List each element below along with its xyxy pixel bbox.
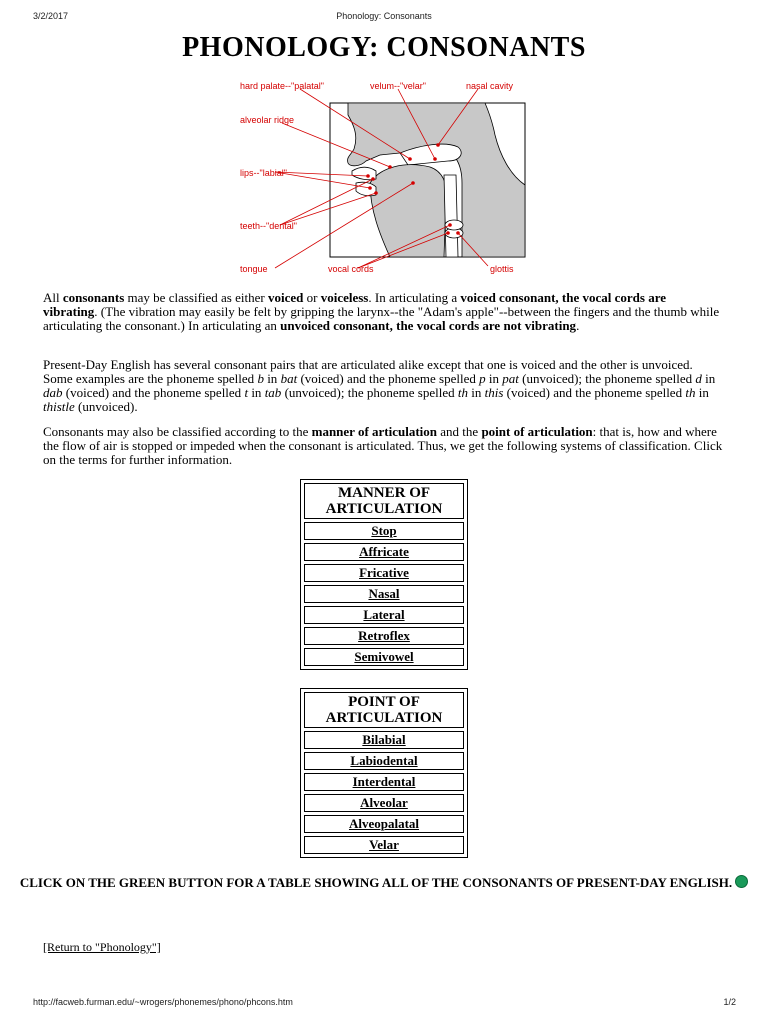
link-retroflex[interactable]: Retroflex	[358, 628, 410, 643]
link-interdental[interactable]: Interdental	[352, 774, 416, 789]
vocal-tract-diagram	[230, 75, 530, 280]
print-url: http://facweb.furman.edu/~wrogers/phonemes/phono/phcons.htm	[33, 997, 293, 1007]
label-hard-palate: hard palate--"palatal"	[240, 81, 324, 91]
label-glottis: glottis	[490, 264, 514, 274]
green-button-instruction: CLICK ON THE GREEN BUTTON FOR A TABLE SHOWING ALL OF THE CONSONANTS OF PRESENT-DAY ENGLISH.	[0, 875, 768, 890]
point-table-heading: POINT OF ARTICULATION	[304, 692, 464, 728]
label-velum: velum--"velar"	[370, 81, 426, 91]
link-semivowel[interactable]: Semivowel	[354, 649, 414, 664]
link-affricate[interactable]: Affricate	[359, 544, 409, 559]
point-of-articulation-table	[300, 688, 468, 858]
pharynx-shape	[444, 175, 458, 257]
link-stop[interactable]: Stop	[371, 523, 397, 538]
paragraph-voicing: All consonants may be classified as either voiced or voiceless. In articulating a voiced consonant, the vocal cords are vibrating. (The vibration may easily be felt by gripping the larynx--the "Adam's apple"--between the fingers and the thumb while articulating the consonant.) In articulating an unvoiced consonant, the vocal cords are not vibrating.	[43, 290, 720, 333]
link-lateral[interactable]: Lateral	[363, 607, 405, 622]
label-tongue: tongue	[240, 264, 268, 274]
label-teeth: teeth--"dental"	[240, 221, 297, 231]
print-date: 3/2/2017	[33, 11, 69, 21]
glottis-shape	[445, 220, 463, 230]
paragraph-consonant-pairs: Present-Day English has several consonant pairs that are articulated alike except that one is voiced and the other is unvoiced. Some examples are the phoneme spelled b in bat (voiced) and the phoneme spelled p in pat (unvoiced); the phoneme spelled d in dab (voiced) and the phoneme spelled t in tab (unvoiced); the phoneme spelled th in this (voiced) and the phoneme spelled th in thistle (unvoiced).	[43, 357, 716, 414]
link-velar[interactable]: Velar	[369, 837, 399, 852]
paragraph-classification: Consonants may also be classified according to the manner of articulation and the point of articulation: that is, how and where the flow of air is stopped or impeded when the consonant is articulated. Thus, we get the following systems of classification. Click on the terms for further information.	[43, 424, 723, 467]
link-labiodental[interactable]: Labiodental	[350, 753, 418, 768]
print-doc-title: Phonology: Consonants	[336, 11, 432, 21]
label-vocal-cords: vocal cords	[328, 264, 374, 274]
manner-table-heading: MANNER OF ARTICULATION	[304, 483, 464, 519]
link-alveopalatal[interactable]: Alveopalatal	[348, 816, 420, 831]
link-bilabial[interactable]: Bilabial	[362, 732, 406, 747]
link-alveolar[interactable]: Alveolar	[360, 795, 408, 810]
green-button-icon[interactable]	[735, 875, 748, 888]
manner-of-articulation-table	[300, 479, 468, 670]
link-nasal[interactable]: Nasal	[368, 586, 400, 601]
label-lips: lips--"labial"	[240, 168, 287, 178]
print-page-number: 1/2	[723, 997, 736, 1007]
page-title: PHONOLOGY: CONSONANTS	[182, 32, 586, 63]
link-fricative[interactable]: Fricative	[359, 565, 409, 580]
label-alveolar-ridge: alveolar ridge	[240, 115, 295, 125]
return-to-phonology-link[interactable]: [Return to "Phonology"]	[43, 940, 161, 954]
label-nasal-cavity: nasal cavity	[466, 81, 514, 91]
